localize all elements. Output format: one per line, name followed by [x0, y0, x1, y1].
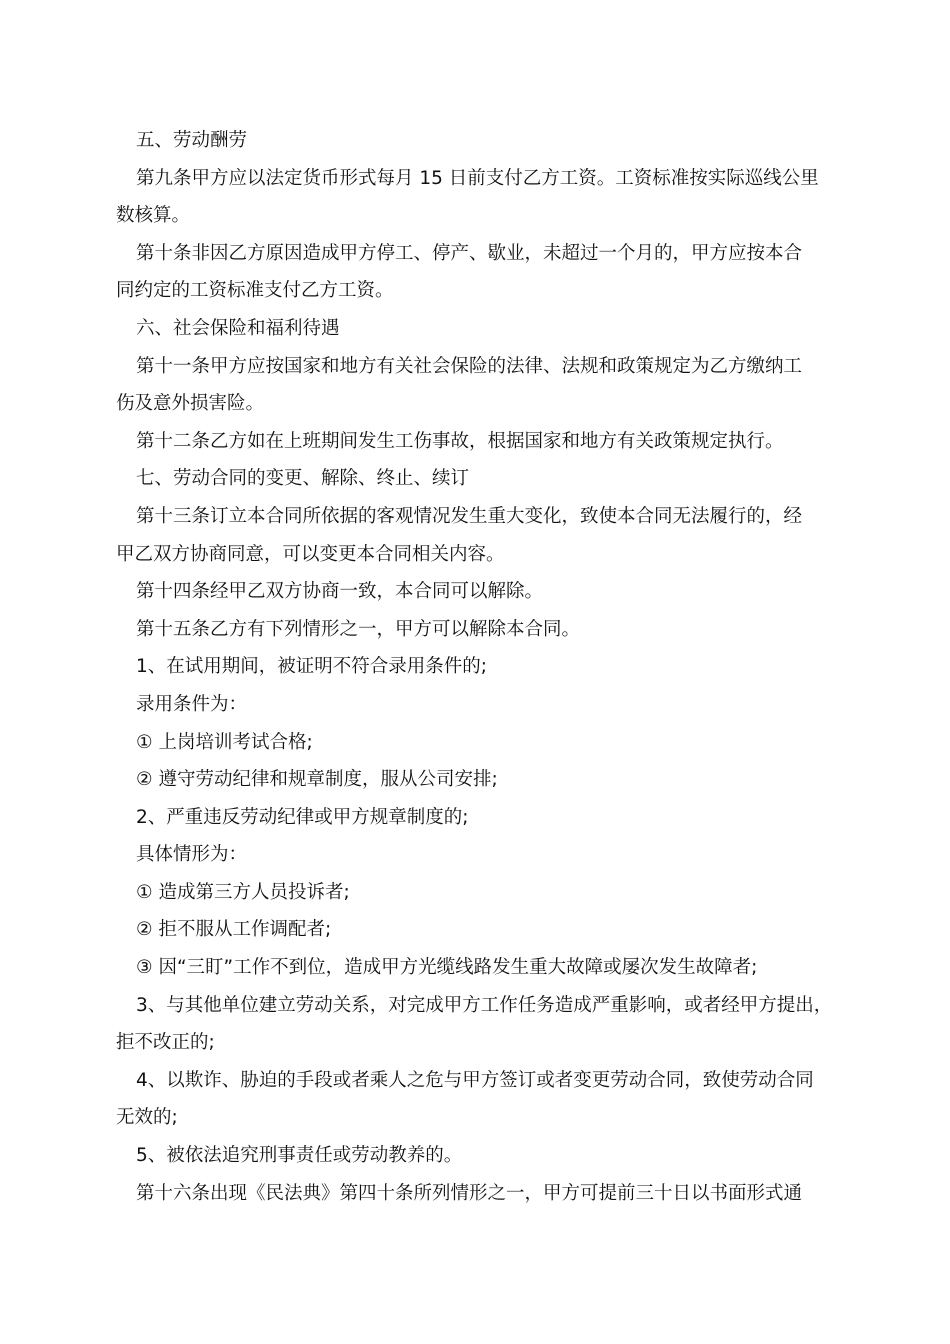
text-line: 伤及意外损害险。 [116, 393, 265, 415]
text-line: 六、社会保险和福利待遇 [136, 317, 340, 339]
text-line: 第十四条经甲乙双方协商一致，本合同可以解除。 [136, 581, 544, 603]
text-line: 5、被依法追究刑事责任或劳动教养的。 [136, 1145, 463, 1167]
text-line: ② 遵守劳动纪律和规章制度，服从公司安排; [136, 769, 498, 791]
text-line: 同约定的工资标准支付乙方工资。 [116, 280, 394, 302]
text-line: 第九条甲方应以法定货币形式每月 15 日前支付乙方工资。工资标准按实际巡线公里 [136, 167, 819, 189]
document-body [116, 122, 846, 1212]
text-line: 甲乙双方协商同意，可以变更本合同相关内容。 [116, 543, 505, 565]
text-line: 具体情形为： [136, 844, 248, 866]
text-line: 第十一条甲方应按国家和地方有关社会保险的法律、法规和政策规定为乙方缴纳工 [136, 355, 803, 377]
text-line: ② 拒不服从工作调配者; [136, 919, 332, 941]
text-line: 七、劳动合同的变更、解除、终止、续订 [136, 468, 470, 490]
text-line: 第十二条乙方如在上班期间发生工伤事故，根据国家和地方有关政策规定执行。 [136, 430, 784, 452]
text-line: 4、以欺诈、胁迫的手段或者乘人之危与甲方签订或者变更劳动合同，致使劳动合同 [136, 1069, 814, 1091]
text-line: 五、劳动酬劳 [136, 130, 248, 151]
text-line: ① 上岗培训考试合格; [136, 731, 313, 753]
text-line: ① 造成第三方人员投诉者; [136, 881, 350, 903]
text-line: 拒不改正的; [116, 1032, 215, 1054]
text-line: 第十三条订立本合同所依据的客观情况发生重大变化，致使本合同无法履行的，经 [136, 505, 803, 527]
text-line: 数核算。 [116, 205, 191, 227]
text-line: 第十条非因乙方原因造成甲方停工、停产、歇业，未超过一个月的，甲方应按本合 [136, 242, 803, 264]
text-line: 2、严重违反劳动纪律或甲方规章制度的; [136, 806, 469, 828]
text-line: 3、与其他单位建立劳动关系，对完成甲方工作任务造成严重影响，或者经甲方提出， [136, 994, 833, 1016]
text-line: 1、在试用期间，被证明不符合录用条件的; [136, 656, 488, 678]
text-line: ③ 因“三盯”工作不到位，造成甲方光缆线路发生重大故障或屡次发生故障者; [136, 957, 758, 979]
text-line: 第十五条乙方有下列情形之一，甲方可以解除本合同。 [136, 618, 581, 640]
text-line: 无效的; [116, 1107, 178, 1129]
text-line: 第十六条出现《民法典》第四十条所列情形之一，甲方可提前三十日以书面形式通 [136, 1182, 803, 1204]
text-line: 录用条件为： [136, 693, 248, 715]
